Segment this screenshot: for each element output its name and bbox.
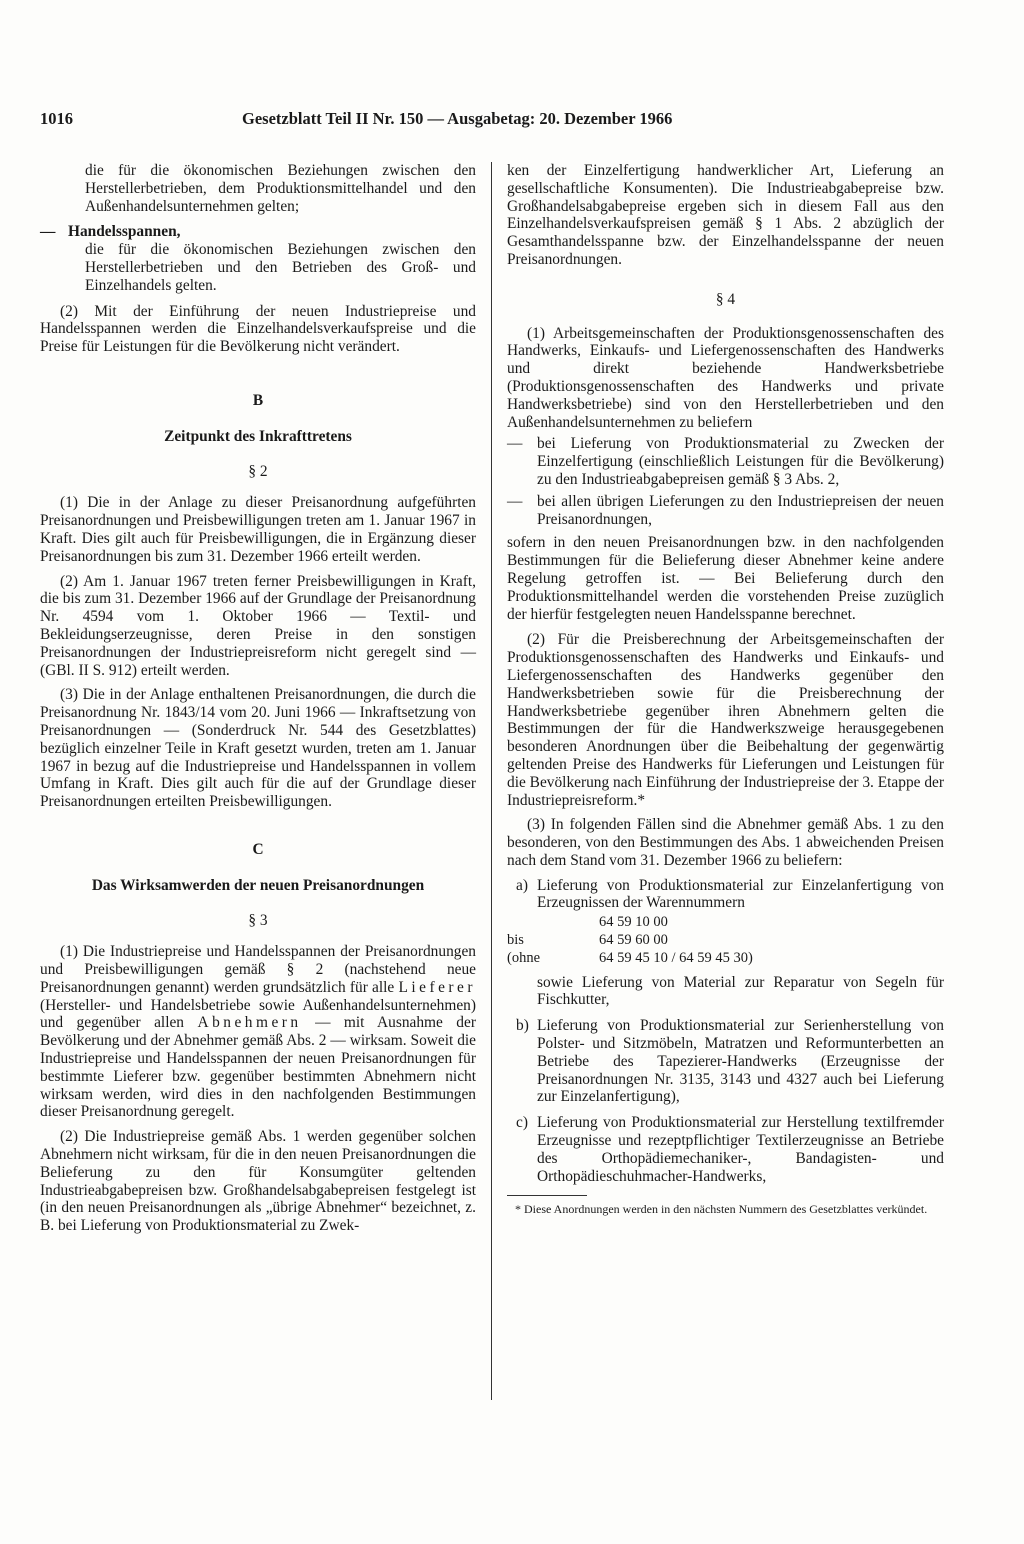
ware-number-value: 64 59 60 00 xyxy=(599,932,668,949)
column-divider xyxy=(491,162,492,1400)
sec2-paragraph-1: (1) Die in der Anlage zu dieser Preisanordnung aufgeführten Preisanordnungen und Preisbewilligungen treten am 1. Januar 1967 in Kraft. Dies gilt auch für Preisbewilligungen, die in Ergänzung dieser Preisanordnungen bis zum 31. Dezember 1966 erteilt werden. xyxy=(40,494,476,565)
item-c-label: c) xyxy=(516,1114,528,1132)
item-b xyxy=(507,1017,944,1106)
footnote: * Diese Anordnungen werden in den nächsten Nummern des Gesetzblattes verkündet. xyxy=(515,1202,928,1217)
sec3-p1-part-b: (Hersteller- und Handelsbetriebe sowie Außenhandelsunternehmen) und gegenüber allen xyxy=(40,996,476,1032)
ware-number-value: 64 59 10 00 xyxy=(599,914,668,931)
sec4-item-2-text: bei allen übrigen Lieferungen zu den Industriepreisen der neuen Preisanordnungen, xyxy=(537,492,944,528)
dash-marker: — xyxy=(507,435,523,453)
sec4-paragraph-1-end: sofern in den neuen Preisanordnungen bzw. in den nachfolgenden Bestimmungen für die Belieferung dieser Abnehmer keine andere Regelung getroffen ist. — Bei Belieferung durch den Produktionsmittelhandel werden die vorstehenden Preise zuzüglich der hierfür festgelegten neuen Handelsspanne berechnet. xyxy=(507,534,944,623)
sec4-paragraph-1: (1) Arbeitsgemeinschaften der Produktionsgenossenschaften des Handwerks, Einkaufs- und Liefergenossenschaften des Handwerks und direkt beziehende Handwerksbetriebe (Produktionsgenossenschaften des Handwerks und private Handwerksbetriebe) sind von den Herstellerbetrieben und den Außenhandelsunternehmen zu beliefern xyxy=(507,324,944,431)
sec3-p1-abnehmern: Abnehmern xyxy=(197,1014,302,1032)
ware-number-list xyxy=(507,914,944,967)
sec3-p1-part-c: — mit Ausnahme der Bevölkerung und der Abnehmer gemäß Abs. 2 — wirksam. Soweit die Industriepreise und Handelsspannen der neuen Preisanordnungen für bestimmte Lieferer bzw. gegenüber bestimmten Abnehmern nicht wirksam werden, wird dies in den nachfolgenden Bestimmungen dieser Preisanordnung geregelt. xyxy=(40,1014,476,1121)
ware-number-value: 64 59 45 10 / 64 59 45 30) xyxy=(599,949,753,966)
dash-marker: — xyxy=(40,223,56,241)
section-4-heading: § 4 xyxy=(715,290,736,308)
sec2-paragraph-3: (3) Die in der Anlage enthaltenen Preisanordnungen, die durch die Preisanordnung Nr. 1843/14 vom 20. Juni 1966 — Inkraftsetzung von Preisanordnungen — (Sonderdruck Nr. 544 des Gesetzblattes) bezüglich einzelner Teile in Kraft gesetzt wurden, treten am 1. Januar 1967 in bezug auf die Industriepreise und Handelsspannen in vollem Umfang in Kraft. Dies gilt auch für die auf der Grundlage dieser Preisanordnungen erteilten Preisbewilligungen. xyxy=(40,686,476,811)
ware-number-row xyxy=(507,950,944,968)
sec3-paragraph-1 xyxy=(40,943,476,1121)
section-b-title: Zeitpunkt des Inkrafttretens xyxy=(164,427,352,445)
sec4-dash-item-1 xyxy=(507,435,944,488)
sec3-paragraph-2: (2) Die Industriepreise gemäß Abs. 1 werden gegenüber solchen Abnehmern nicht wirksam, für die in den neuen Preisanordnungen die Belieferung zu den für Konsumgüter geltenden Industrieabgabepreisen bzw. Großhandelsabgabepreisen festgelegt ist (in den neuen Preisanordnungen als „übrige Abnehmer“ bezeichnet, z. B. bei Lieferung von Produktionsmaterial zu Zwek- xyxy=(40,1128,476,1235)
ware-number-row-label xyxy=(507,914,599,932)
handelsspannen-item xyxy=(40,223,476,294)
section-b-letter: B xyxy=(252,391,264,409)
handelsspannen-label: Handelsspannen, xyxy=(68,223,181,241)
item-c xyxy=(507,1114,944,1185)
section-3-heading: § 3 xyxy=(248,911,268,929)
item-a-continuation: sowie Lieferung von Material zur Reparatur von Segeln für Fischkutter, xyxy=(537,973,944,1009)
sec2-paragraph-2: (2) Am 1. Januar 1967 treten ferner Preisbewilligungen in Kraft, die bis zum 31. Dezember 1966 auf der Grundlage der Preisanordnung Nr. 4594 vom 1. Oktober 1966 — Textil- und Bekleidungserzeugnisse, deren Preise in den sonstigen Preisanordnungen der Industriepreisreform nicht geregelt sind — (GBl. II S. 912) erteilt werden. xyxy=(40,572,476,679)
dash-marker: — xyxy=(507,492,523,510)
section-2-heading: § 2 xyxy=(248,462,268,480)
right-column xyxy=(507,162,944,1216)
ware-number-row-label: bis xyxy=(507,932,524,949)
section-c-letter: C xyxy=(252,840,264,858)
left-column xyxy=(40,162,476,1242)
item-a-label: a) xyxy=(516,876,528,894)
ware-number-row-label: (ohne xyxy=(507,949,541,966)
continuation-text: ken der Einzelfertigung handwerklicher Art, Lieferung an gesellschaftliche Konsumenten). Die Industrieabgabepreise bzw. Großhandelsabgabepreise ergeben sich in diesem Fall aus den Einzelhandelsverkaufspreisen gemäß § 1 Abs. 2 abzüglich der Gesamthandelsspanne bzw. der Einzelhandelsspanne der neuen Preisanordnungen. xyxy=(507,162,944,268)
item-b-label: b) xyxy=(516,1017,529,1035)
sec4-paragraph-3: (3) In folgenden Fällen sind die Abnehmer gemäß Abs. 1 zu den besonderen, von den Bestimmungen des Abs. 1 abweichenden Preisen nach dem Stand vom 31. Dezember 1966 zu beliefern: xyxy=(507,816,944,869)
sec3-p1-part-a: (1) Die Industriepreise und Handelsspannen der Preisanordnungen und Preisbewilligungen gemäß § 2 (nachstehend neue Preisanordnungen genannt) werden grundsätzlich für alle xyxy=(40,943,476,996)
item-a xyxy=(507,877,944,913)
sec3-p1-lieferer: Lieferer xyxy=(398,978,476,996)
sec4-dash-item-2 xyxy=(507,493,944,529)
item-a-text: Lieferung von Produktionsmaterial zur Einzelanfertigung von Erzeugnissen der Warennummern xyxy=(537,876,944,912)
intro-continuation: die für die ökonomischen Beziehungen zwischen den Herstellerbetrieben, dem Produktionsmittelhandel und den Außenhandelsunternehmen gelten; xyxy=(85,162,476,215)
ware-number-row xyxy=(507,932,944,950)
handelsspannen-text: die für die ökonomischen Beziehungen zwischen den Herstellerbetrieben und den Betrieben des Groß- und Einzelhandels gelten. xyxy=(85,241,476,294)
footnote-rule xyxy=(507,1195,587,1196)
item-b-text: Lieferung von Produktionsmaterial zur Serienherstellung von Polster- und Sitzmöbeln, Matratzen und Reformunterbetten an Betriebe des Tapezierer-Handwerks (Erzeugnisse der Preisanordnungen Nr. 3135, 3143 und 4327 auch bei Lieferung zur Einzelanfertigung), xyxy=(537,1017,944,1106)
paragraph-2: (2) Mit der Einführung der neuen Industriepreise und Handelsspannen werden die Einzelhandelsverkaufspreise und die Preise für Leistungen für die Bevölkerung nicht verändert. xyxy=(40,302,476,356)
sec4-paragraph-2: (2) Für die Preisberechnung der Arbeitsgemeinschaften der Produktionsgenossenschaften des Handwerks und Einkaufs- und Liefergenossenschaften des Handwerks gegenüber den Handwerksbetrieben sowie für die Preisberechnung der Handwerksbetriebe gegenüber ihren Abnehmern gelten die Bestimmungen der für die Handwerkszweige herausgegebenen besonderen Anordnungen über die Beibehaltung der gegenwärtig geltenden Preise des Handwerks für Lieferungen und Leistungen für die Bevölkerung nach Einführung der Industriepreise der 3. Etappe der Industriepreisreform.* xyxy=(507,631,944,809)
page-number: 1016 xyxy=(40,109,73,128)
section-c-title: Das Wirksamwerden der neuen Preisanordnungen xyxy=(91,876,425,894)
running-title: Gesetzblatt Teil II Nr. 150 — Ausgabetag: 20. Dezember 1966 xyxy=(242,109,673,128)
sec4-item-1-text: bei Lieferung von Produktionsmaterial zu Zwecken der Einzelfertigung (einschließlich Leistungen für die Bevölkerung) zu den Industrieabgabepreisen gemäß § 3 Abs. 2, xyxy=(537,435,944,488)
ware-number-row xyxy=(507,914,944,932)
item-c-text: Lieferung von Produktionsmaterial zur Herstellung textilfremder Erzeugnisse und rezeptpflichtiger Textilerzeugnisse an Betriebe des Orthopädiemechaniker-, Bandagisten- und Orthopädieschuhmacher-Handwerks, xyxy=(537,1114,944,1185)
